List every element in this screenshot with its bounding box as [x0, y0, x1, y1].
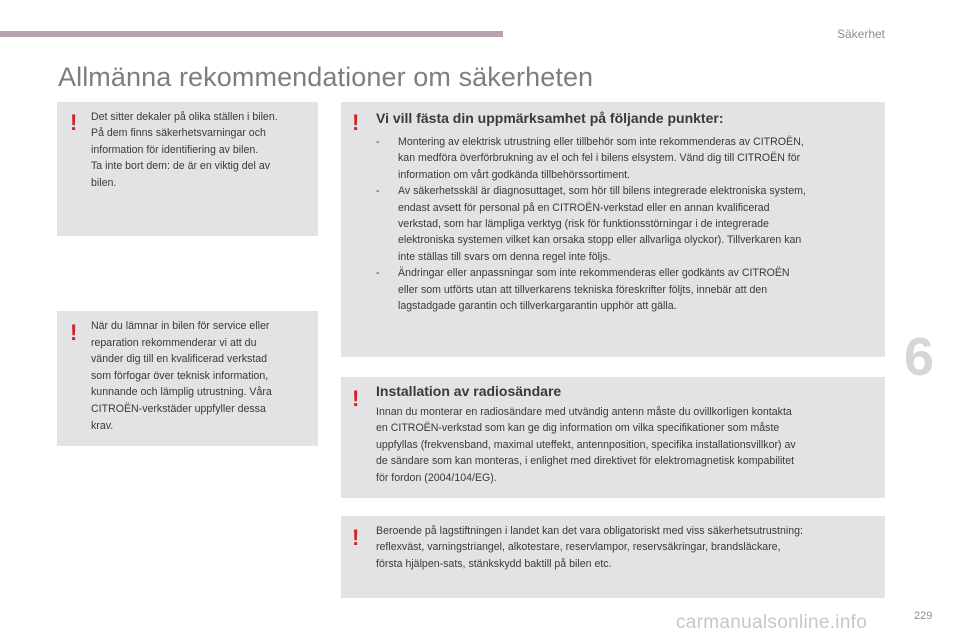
text-line: reparation rekommenderar vi att du	[91, 336, 257, 349]
text-line: för fordon (2004/104/EG).	[376, 471, 497, 484]
header-accent-bar	[0, 31, 503, 37]
warning-icon: !	[352, 386, 360, 411]
decals-notice-text	[91, 109, 278, 191]
text-line: Montering av elektrisk utrustning eller tillbehör som inte rekommenderas av CITROËN,	[398, 136, 804, 148]
text-line: När du lämnar in bilen för service eller	[91, 320, 270, 332]
text-line: reflexväst, varningstriangel, alkotestare, reservlampor, reservsäkringar, brandsläckare,	[376, 541, 781, 554]
text-line: Beroende på lagstiftningen i landet kan det vara obligatoriskt med viss säkerhetsutrustning:	[376, 525, 803, 537]
text-line: bilen.	[91, 176, 117, 189]
text-line: Ändringar eller anpassningar som inte rekommenderas eller godkänts av CITROËN	[398, 267, 790, 280]
list-item	[376, 183, 881, 265]
text-line: lagstadgade garantin och tillverkargarantin upphör att gälla.	[398, 300, 677, 313]
bullet-dash: -	[376, 185, 380, 198]
text-line: Innan du monterar en radiosändare med utvändig antenn måste du ovillkorligen kontakta	[376, 406, 792, 418]
text-line: vänder dig till en kvalificerad verkstad	[91, 353, 268, 366]
text-line: information för identifiering av bilen.	[91, 143, 259, 156]
attention-list	[376, 134, 881, 314]
page-number: 229	[914, 610, 933, 622]
text-line: elektroniska systemen vilket kan orsaka stopp eller allvarliga olyckor). Tillverkaren kan	[398, 234, 802, 247]
text-line: eller som utförts utan att tillverkarens tekniska föreskrifter följts, innebär att den	[398, 283, 768, 296]
text-line: uppfyllas (frekvensband, maximal uteffekt, antennposition, specifika installationsvillkor) av	[376, 438, 796, 451]
text-line: Det sitter dekaler på olika ställen i bilen.	[91, 111, 278, 123]
radio-heading: Installation av radiosändare	[376, 383, 562, 399]
chapter-number: 6	[904, 327, 935, 387]
legal-equipment-text	[376, 523, 803, 572]
warning-icon: !	[70, 320, 78, 345]
text-line: de sändare som kan monteras, i enlighet med direktivet för elektromagnetisk kompabilitet	[376, 455, 795, 468]
text-line: På dem finns säkerhetsvarningar och	[91, 127, 266, 140]
text-line: verkstad, som har lämpliga verktyg (risk för funktionsstörningar i de integrerade	[398, 218, 769, 231]
text-line: krav.	[91, 419, 114, 432]
section-label: Säkerhet	[836, 27, 885, 41]
text-line: Av säkerhetsskäl är diagnosuttaget, som hör till bilens integrerade elektroniska system,	[398, 185, 806, 198]
radio-text	[376, 404, 796, 486]
bullet-dash: -	[376, 267, 380, 280]
text-line: Ta inte bort dem: de är en viktig del av	[91, 160, 271, 173]
list-item	[376, 265, 881, 314]
list-item	[376, 134, 881, 183]
text-line: kunnande och lämplig utrustning. Våra	[91, 386, 272, 399]
warning-icon: !	[352, 110, 360, 135]
warning-icon: !	[70, 110, 78, 135]
text-line: inte ställas till svars om denna regel inte följs.	[398, 250, 611, 263]
warning-icon: !	[352, 525, 360, 550]
attention-heading: Vi vill fästa din uppmärksamhet på följande punkter:	[376, 110, 724, 126]
text-line: endast avsett för personal på en CITROËN-verkstad eller en annan kvalificerad	[398, 201, 770, 214]
text-line: som förfogar över teknisk information,	[91, 369, 269, 382]
service-notice-text	[91, 318, 272, 434]
text-line: första hjälpen-sats, stänkskydd baktill på bilen etc.	[376, 557, 612, 570]
text-line: en CITROËN-verkstad som kan ge dig information om vilka specifikationer som måste	[376, 422, 780, 435]
page-title: Allmänna rekommendationer om säkerheten	[58, 62, 594, 92]
text-line: CITROËN-verkstäder uppfyller dessa	[91, 402, 266, 415]
text-line: kan medföra överförbrukning av el och fel i bilens elsystem. Vänd dig till CITROËN för	[398, 152, 801, 165]
bullet-dash: -	[376, 136, 380, 148]
watermark: carmanualsonline.info	[676, 612, 868, 633]
text-line: information om vårt godkända tillbehörssortiment.	[398, 168, 630, 181]
